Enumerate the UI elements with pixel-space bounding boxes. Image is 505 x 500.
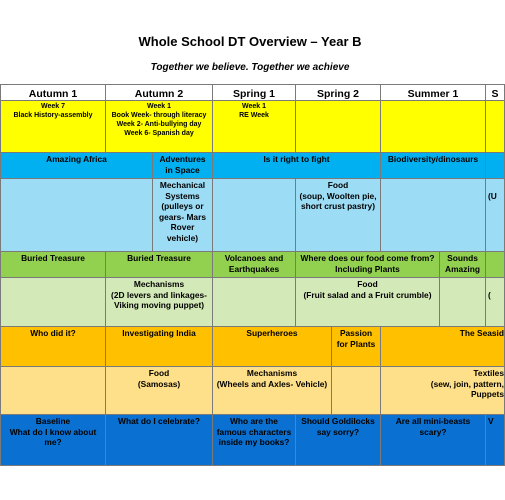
dt-empty xyxy=(0,277,106,327)
topic-baseline: Baseline What do I know about me? xyxy=(0,414,106,466)
topic-is-it-right-to-fight: Is it right to fight xyxy=(212,152,381,179)
topic-superheroes: Superheroes xyxy=(212,326,332,367)
topic-buried-treasure-2: Buried Treasure xyxy=(105,251,213,278)
dt-mechanical-systems: Mechanical Systems (pulleys or gears- Mars Rover vehicle) xyxy=(152,178,213,252)
events-autumn-2: Week 1 Book Week- through literacy Week 2- Anti-bullying day Week 6- Spanish day xyxy=(105,100,213,153)
document-subtitle: Together we believe. Together we achieve xyxy=(150,62,350,73)
topic-volcanoes: Volcanoes and Earthquakes xyxy=(212,251,296,278)
topic-goldilocks: Should Goldilocks say sorry? xyxy=(295,414,381,466)
topic-summer-2: V xyxy=(485,414,505,466)
topic-the-seaside: The Seasid xyxy=(380,326,505,367)
topic-who-did-it: Who did it? xyxy=(0,326,106,367)
topic-investigating-india: Investigating India xyxy=(105,326,213,367)
topic-summer-2 xyxy=(485,152,505,179)
header-autumn-2: Autumn 2 xyxy=(105,84,213,101)
events-summer-1 xyxy=(380,100,486,153)
topic-amazing-africa: Amazing Africa xyxy=(0,152,153,179)
topic-famous-characters: Who are the famous characters inside my books? xyxy=(212,414,296,466)
dt-mechanisms-levers: Mechanisms (2D levers and linkages- Viking moving puppet) xyxy=(105,277,213,327)
dt-textiles: Textiles (sew, join, pattern, Puppets xyxy=(380,366,505,415)
dt-empty xyxy=(331,366,381,415)
header-spring-1: Spring 1 xyxy=(212,84,296,101)
dt-food-samosas: Food (Samosas) xyxy=(105,366,213,415)
topic-summer-2 xyxy=(485,251,505,278)
dt-empty xyxy=(212,277,296,327)
events-autumn-1: Week 7 Black History-assembly xyxy=(0,100,106,153)
topic-mini-beasts: Are all mini-beasts scary? xyxy=(380,414,486,466)
topic-passion-for-plants: Passion for Plants xyxy=(331,326,381,367)
events-summer-2 xyxy=(485,100,505,153)
topic-adventures-in-space: Adventures in Space xyxy=(152,152,213,179)
events-spring-1: Week 1 RE Week xyxy=(212,100,296,153)
header-spring-2: Spring 2 xyxy=(295,84,381,101)
dt-summer-2: ( xyxy=(485,277,505,327)
dt-empty xyxy=(212,178,296,252)
header-autumn-1: Autumn 1 xyxy=(0,84,106,101)
topic-where-does-our-food-come-from: Where does our food come from? Including Plants xyxy=(295,251,440,278)
dt-food-soup: Food (soup, Woolten pie, short crust pastry) xyxy=(295,178,381,252)
topic-biodiversity: Biodiversity/dinosaurs xyxy=(380,152,486,179)
header-summer-1: Summer 1 xyxy=(380,84,486,101)
document-title: Whole School DT Overview – Year B xyxy=(138,34,362,49)
topic-what-do-i-celebrate: What do I celebrate? xyxy=(105,414,213,466)
topic-sounds-amazing: Sounds Amazing xyxy=(439,251,486,278)
dt-empty xyxy=(380,178,486,252)
dt-mechanisms-wheels: Mechanisms (Wheels and Axles- Vehicle) xyxy=(212,366,332,415)
dt-empty xyxy=(0,178,153,252)
dt-empty xyxy=(0,366,106,415)
header-summer-2: S xyxy=(485,84,505,101)
topic-buried-treasure-1: Buried Treasure xyxy=(0,251,106,278)
events-spring-2 xyxy=(295,100,381,153)
dt-empty xyxy=(439,277,486,327)
dt-food-fruit-salad: Food (Fruit salad and a Fruit crumble) xyxy=(295,277,440,327)
dt-summer-2: (U xyxy=(485,178,505,252)
overview-table xyxy=(0,84,504,466)
